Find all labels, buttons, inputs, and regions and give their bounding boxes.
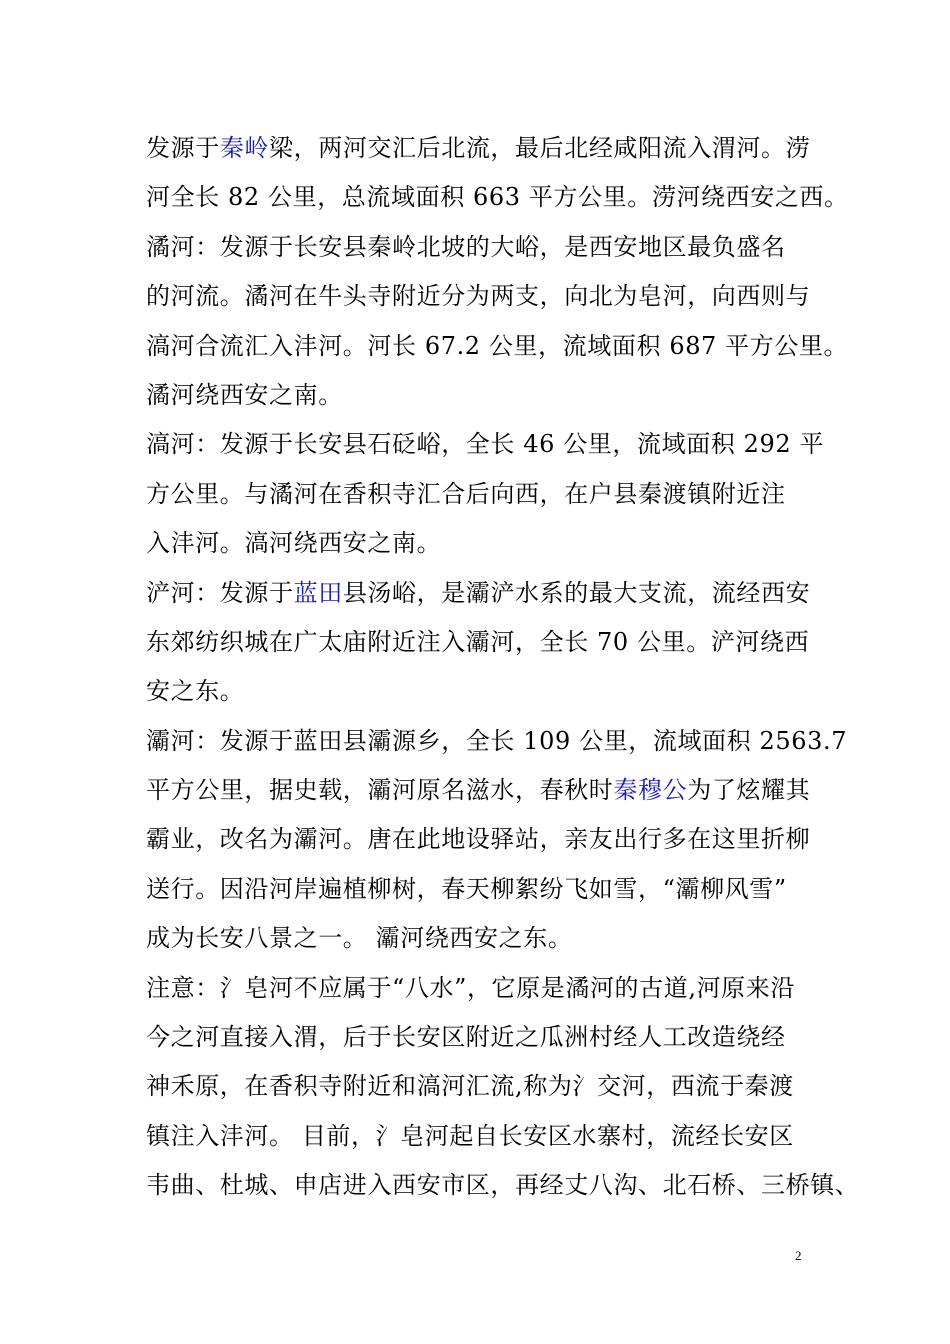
text-segment: 浐河：发源于: [146, 578, 294, 607]
text-segment: 滈河：发源于长安县石砭峪，全长 46 公里，流域面积 292 平: [146, 430, 825, 459]
text-line: [146, 618, 826, 667]
text-line: [146, 470, 826, 519]
text-segment: 发源于: [146, 134, 220, 162]
text-line: [146, 964, 826, 1013]
text-segment: 成为长安八景之一。 灞河绕西安之东。: [146, 924, 573, 953]
text-line: [146, 1013, 826, 1062]
text-line: [146, 914, 826, 963]
text-segment: 滈河合流汇入沣河。河长 67.2 公里，流域面积 687 平方公里。: [146, 331, 849, 360]
text-segment: 镇注入沣河。 目前，氵皂河起自长安区水寨村，流经长安区: [146, 1121, 794, 1150]
document-body: [146, 124, 860, 1211]
text-line: [146, 865, 826, 914]
text-segment: 的河流。潏河在牛头寺附近分为两支，向北为皂河，向西则与: [146, 282, 811, 311]
text-segment: 送行。因沿河岸遍植柳树，春天柳絮纷飞如雪，“灞柳风雪”: [146, 874, 787, 903]
hyperlink[interactable]: 秦岭: [219, 134, 270, 162]
text-segment: 县汤峪，是灞浐水系的最大支流，流经西安: [342, 578, 811, 607]
text-line: [146, 223, 826, 272]
text-segment: 安之东。: [146, 677, 245, 706]
hyperlink[interactable]: 秦穆公: [613, 776, 688, 805]
text-line: [146, 815, 826, 864]
page-number: 2: [795, 1248, 802, 1263]
text-segment: 潏河绕西安之南。: [146, 380, 343, 409]
text-line: [146, 717, 848, 766]
text-segment: 为了炫耀其: [687, 776, 811, 805]
text-segment: 方公里。与潏河在香积寺汇合后向西，在户县秦渡镇附近注: [146, 479, 786, 508]
text-line: [146, 766, 826, 815]
text-line: [146, 1062, 826, 1111]
text-line: [146, 569, 826, 618]
text-segment: 注意：氵皂河不应属于“八水”，它原是潏河的古道,河原来沿: [146, 973, 795, 1002]
text-segment: 韦曲、杜城、申店进入西安市区，再经丈八沟、北石桥、三桥镇、: [146, 1171, 860, 1200]
text-segment: 河全长 82 公里，总流域面积 663 平方公里。涝河绕西安之西。: [146, 183, 849, 212]
text-segment: 梁，两河交汇后北流，最后北经咸阳流入渭河。涝: [269, 134, 811, 162]
text-line: [146, 124, 826, 173]
text-line: [146, 1161, 860, 1210]
hyperlink[interactable]: 蓝田: [293, 578, 343, 607]
text-segment: 神禾原，在香积寺附近和滈河汇流,称为氵交河，西流于秦渡: [146, 1072, 794, 1101]
text-line: [146, 173, 849, 222]
text-line: [146, 1112, 826, 1161]
text-line: [146, 272, 826, 321]
text-line: [146, 667, 826, 716]
text-segment: 今之河直接入渭，后于长安区附近之瓜洲村经人工改造绕经: [146, 1023, 786, 1052]
text-line: [146, 322, 849, 371]
text-line: [146, 420, 826, 469]
text-segment: 霸业，改名为灞河。唐在此地设驿站，亲友出行多在这里折柳: [146, 825, 811, 854]
text-segment: 平方公里，据史载，灞河原名滋水，春秋时: [146, 776, 614, 805]
text-segment: 入沣河。滈河绕西安之南。: [146, 529, 442, 558]
text-segment: 潏河：发源于长安县秦岭北坡的大峪，是西安地区最负盛名: [146, 232, 786, 261]
text-segment: 灞河：发源于蓝田县灞源乡，全长 109 公里，流域面积 2563.7: [146, 726, 848, 755]
text-segment: 东郊纺织城在广太庙附近注入灞河，全长 70 公里。浐河绕西: [146, 627, 810, 656]
text-line: [146, 371, 826, 420]
text-line: [146, 519, 826, 568]
